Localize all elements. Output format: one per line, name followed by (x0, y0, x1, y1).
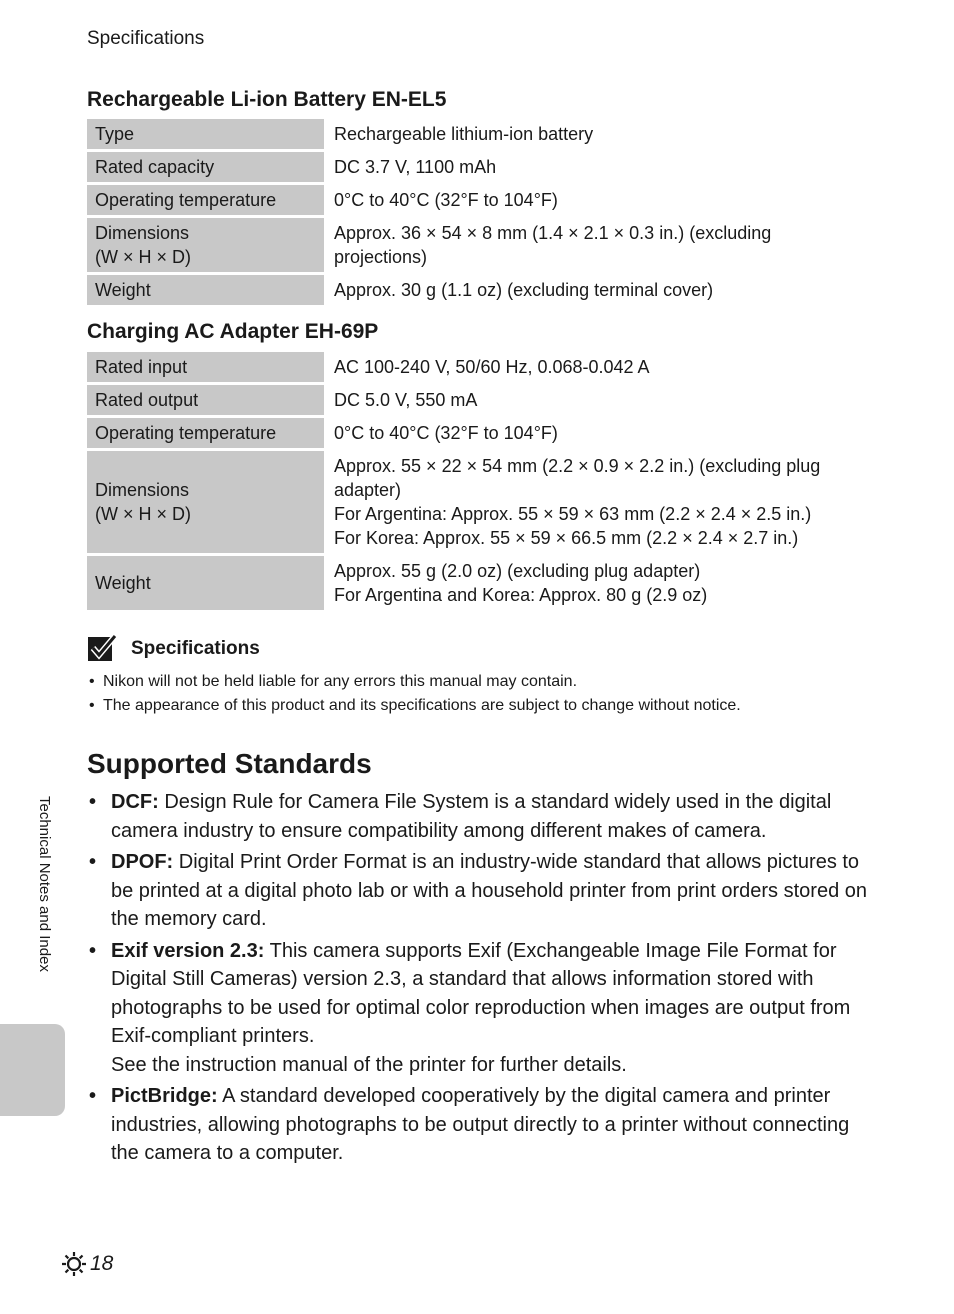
supported-standards-heading: Supported Standards (87, 748, 372, 779)
standard-term: PictBridge: (111, 1085, 218, 1107)
spec-label: Dimensions (W × H × D) (87, 218, 324, 272)
table-row (87, 185, 867, 215)
table-row (87, 385, 867, 415)
battery-spec-table (87, 116, 867, 308)
standard-text: This camera supports Exif (Exchangeable Image File Format for Digital Still Cameras) version 2.3, a standard that allows information stored with photographs to be used for optimal color reproduction when images are output from Exif-compliant printers. See the instruction manual of the printer for further details. (111, 939, 851, 1076)
spec-label: Rated capacity (87, 152, 324, 182)
page-number (60, 1250, 113, 1278)
note-heading-text: Specifications (131, 638, 260, 659)
standard-term: DPOF: (111, 851, 174, 873)
standard-term: Exif version 2.3: (111, 939, 265, 962)
spec-label: Weight (87, 556, 324, 610)
spec-label: Type (87, 119, 324, 149)
table-row (87, 152, 867, 182)
table-row (87, 352, 867, 382)
spec-value: Approx. 55 × 22 × 54 mm (2.2 × 0.9 × 2.2 in.) (excluding plug adapter) For Argentina: Approx. 55 × 59 × 63 mm (2.2 × 2.4 × 2.5 in.) For Korea: Approx. 55 × 59 × 66.5 mm (2.2 × 2.4 × 2.7 in.) (334, 456, 821, 548)
note-list (87, 670, 887, 718)
adapter-heading: Charging AC Adapter EH-69P (87, 320, 379, 343)
spec-value: Approx. 55 g (2.0 oz) (excluding plug adapter) For Argentina and Korea: Approx. 80 g (2.9 oz) (334, 561, 708, 605)
standard-text: Digital Print Order Format is an industry-wide standard that allows pictures to be printed at a digital photo lab or with a household printer from print orders stored on the memory card. (111, 851, 867, 930)
spec-label: Dimensions (W × H × D) (87, 451, 324, 553)
list-item: • The appearance of this product and its specifications are subject to change without notice. (87, 694, 887, 718)
spec-value: 0°C to 40°C (32°F to 104°F) (334, 423, 558, 443)
page-number-text: 18 (90, 1252, 114, 1275)
spec-value: 0°C to 40°C (32°F to 104°F) (334, 190, 558, 210)
spec-label: Rated output (87, 385, 324, 415)
spec-value: DC 3.7 V, 1100 mAh (334, 157, 497, 177)
table-row (87, 218, 867, 272)
table-row (87, 275, 867, 305)
spec-label: Rated input (87, 352, 324, 382)
table-row (87, 451, 867, 553)
spec-label: Operating temperature (87, 418, 324, 448)
spec-value: AC 100-240 V, 50/60 Hz, 0.068-0.042 A (334, 357, 650, 377)
spec-value: Approx. 36 × 54 × 8 mm (1.4 × 2.1 × 0.3 in.) (excluding projections) (334, 223, 772, 267)
spec-value: Approx. 30 g (1.1 oz) (excluding terminal cover) (334, 280, 714, 300)
checkmark-note-icon (87, 634, 117, 664)
spec-label: Operating temperature (87, 185, 324, 215)
list-item (87, 937, 877, 1080)
list-item (87, 1082, 877, 1168)
list-item: • Nikon will not be held liable for any errors this manual may contain. (87, 670, 887, 694)
standard-term: DCF: (111, 791, 159, 813)
table-row (87, 119, 867, 149)
list-item (87, 848, 877, 934)
side-tab (0, 1024, 65, 1116)
table-row (87, 418, 867, 448)
spec-label: Weight (87, 275, 324, 305)
standards-list (87, 788, 877, 1171)
section-symbol-icon (60, 1250, 88, 1278)
running-head: Specifications (87, 28, 205, 49)
note-heading (87, 634, 260, 664)
spec-value: DC 5.0 V, 550 mA (334, 390, 478, 410)
standard-text: Design Rule for Camera File System is a standard widely used in the digital camera industry to ensure compatibility among different makes of camera. (111, 791, 832, 842)
table-row (87, 556, 867, 610)
adapter-spec-table (87, 349, 867, 613)
side-tab-label: Technical Notes and Index (36, 796, 53, 972)
spec-value: Rechargeable lithium-ion battery (334, 124, 594, 144)
list-item (87, 788, 877, 845)
standard-text: A standard developed cooperatively by the digital camera and printer industries, allowing photographs to be output directly to a printer without connecting the camera to a computer. (111, 1085, 850, 1164)
battery-heading: Rechargeable Li-ion Battery EN-EL5 (87, 88, 447, 111)
